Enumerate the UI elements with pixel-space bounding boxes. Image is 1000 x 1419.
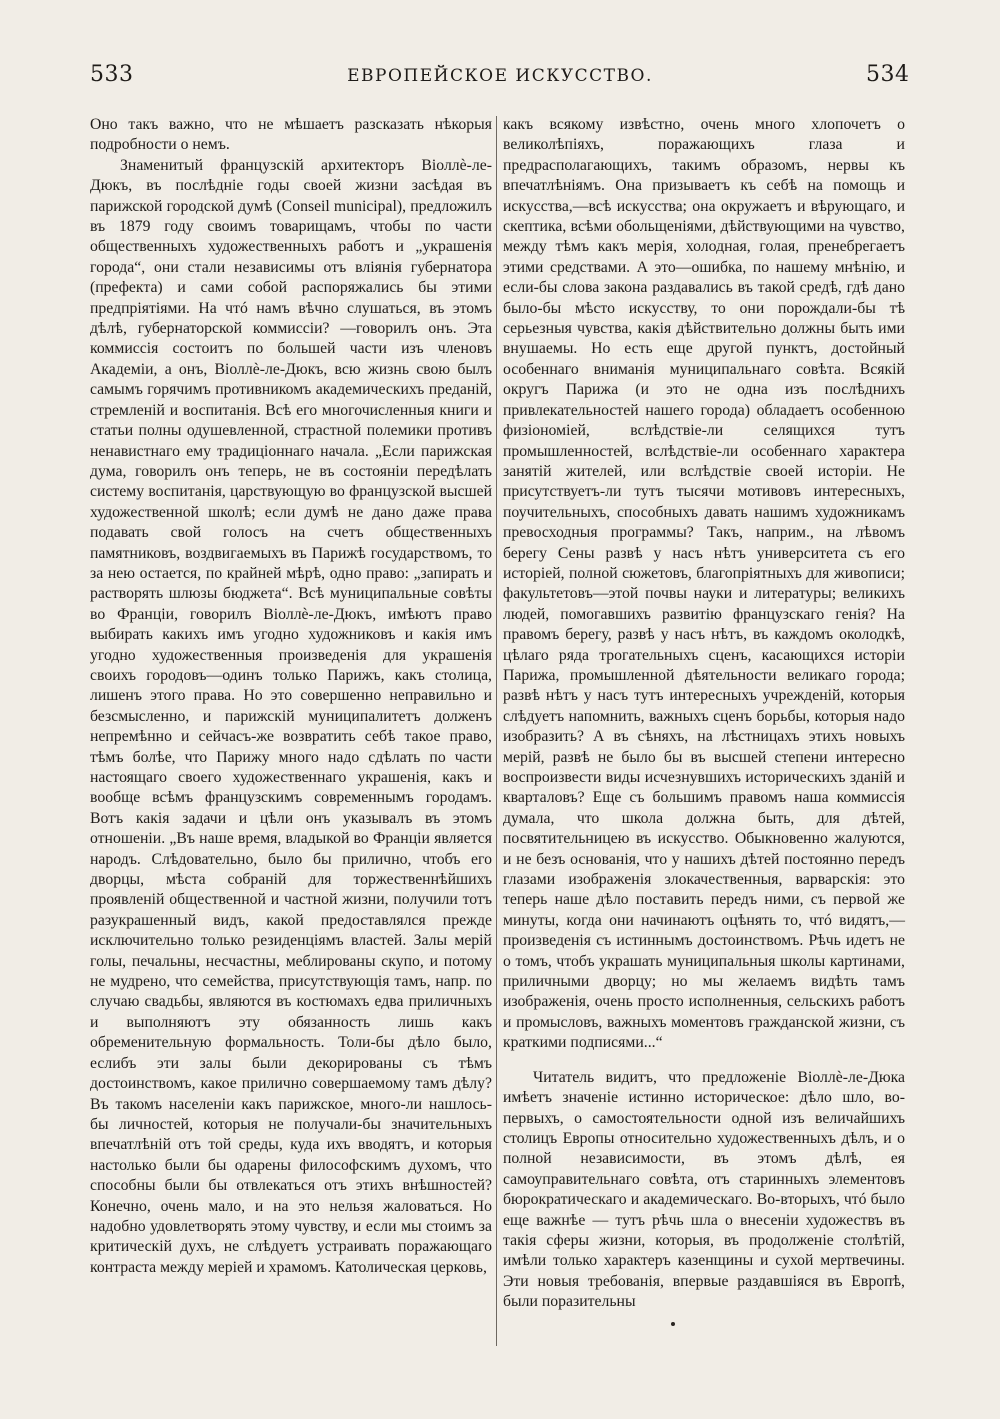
left-page-number: 533 xyxy=(90,62,134,87)
left-text-column xyxy=(90,115,492,1278)
paragraph: Оно такъ важно, что не мѣшаетъ разсказать нѣкорыя подробности о немъ. xyxy=(90,116,492,154)
paragraph: какъ всякому извѣстно, очень много хлопочетъ о великолѣпіяхъ, поражающихъ глаза и предрасполагающихъ, такимъ образомъ, нервы къ впечатлѣніямъ. Она призываетъ къ себѣ на помощь и искусства,—всѣ искусства; она окружаетъ и вѣрующаго, и скептика, всѣми обольщеніями, дѣйствующими на чувство, между тѣмъ какъ мерія, холодная, голая, пренебрегаетъ этими средствами. А это—ошибка, по нашему мнѣнію, и если-бы слова закона раздавались въ такой средѣ, гдѣ дано было-бы мѣсто искусству, то они порождали-бы тѣ серьезныя чувства, какія дѣйствительно должны быть ими внушаемы. Но есть еще другой пунктъ, достойный особеннаго вниманія муниципальнаго совѣта. Всякій округъ Парижа (и это не одна изъ послѣднихъ привлекательностей нашего города) обладаетъ особенною физіономіей, вслѣдствіе-ли селящихся тутъ промышленностей, вслѣдствіе-ли особеннаго характера занятій жителей, или вслѣдствіе своей исторіи. Не присутствуетъ-ли тутъ тысячи мотивовъ интересныхъ, поучительныхъ, способныхъ давать нашимъ художникамъ превосходныя программы? Такъ, наприм., на лѣвомъ берегу Сены развѣ у насъ нѣтъ университета съ его исторіей, полной сюжетовъ, благопріятныхъ для живописи; факультетовъ—этой почвы науки и литературы; великихъ людей, помогавшихъ развитію французскаго генія? На правомъ берегу, развѣ у насъ нѣтъ, въ каждомъ околодкѣ, цѣлаго ряда трогательныхъ сценъ, касающихся исторіи Парижа, промышленной дѣятельности великаго города; развѣ нѣтъ у насъ тутъ интересныхъ учрежденій, которыя слѣдуетъ напомнить, важныхъ сценъ борьбы, которыя надо изобразить? А въ сѣняхъ, на лѣстницахъ этихъ новыхъ мерій, развѣ не было бы въ высшей степени интересно воспроизвести виды исчезнувшихъ историческихъ зданій и кварталовъ? Еще съ большимъ правомъ наша коммиссія думала, что школа должна быть, для дѣтей, посвятительницею въ искусство. Обыкновенно жалуются, и не безъ основанія, что у нашихъ дѣтей постоянно передъ глазами изображенія злокачественныя, варварскія: это теперь наше дѣло поставить передъ ними, съ первой же минуты, когда они начинаютъ оцѣнять то, чтó видятъ,—произведенія съ истиннымъ достоинствомъ. Рѣчь идетъ не о томъ, чтобъ украшать муниципальныя школы картинами, приличными дворцу; но мы желаемъ видѣть тамъ изображенія, очень просто исполненныя, сельскихъ работъ и промысловъ, важныхъ моментовъ гражданской жизни, съ краткими подписями...“ xyxy=(503,116,905,1052)
right-text-column xyxy=(503,115,905,1313)
column-divider xyxy=(496,116,497,1346)
paragraph: Читатель видитъ, что предложеніе Віоллѐ-ле-Дюка имѣетъ значеніе истинно историческое: дѣло шло, во-первыхъ, о самостоятельности одной изъ величайшихъ столицъ Европы относительно художественныхъ дѣлъ, и о полной независимости, въ этомъ дѣлѣ, ея самоуправительнаго совѣта, отъ старинныхъ элементовъ бюрократическаго и академическаго. Во-вторыхъ, чтó было еще важнѣе — тутъ рѣчь шла о внесеніи художествъ въ такія сферы жизни, которыя, въ продолженіе столѣтій, имѣли только характеръ казенщины и сухой мертвечины. Эти новыя требованія, впервые раздавшіяся въ Европѣ, были поразительны xyxy=(503,1068,905,1311)
right-page-number: 534 xyxy=(866,62,910,87)
running-title: ЕВРОПЕЙСКОЕ ИСКУССТВО. xyxy=(347,66,653,86)
ink-dot xyxy=(671,1322,675,1326)
paragraph: Знаменитый французскій архитекторъ Віоллѐ-ле-Дюкъ, въ послѣдніе годы своей жизни засѣдая въ парижской городской думѣ (Conseil municipal), предложилъ въ 1879 году своимъ товарищамъ, чтобы по части общественныхъ художественныхъ работъ и „украшенія города“, они стали независимы отъ вліянія губернатора (префекта) и сами собой распоряжались бы этими предпріятіями. На чтó намъ вѣчно слушаться, въ этомъ дѣлѣ, губернаторской коммиссіи? —говорилъ онъ. Эта коммиссія состоитъ по большей части изъ членовъ Академіи, а онъ, Віоллѐ-ле-Дюкъ, всю жизнь свою былъ самымъ горячимъ противникомъ академическихъ преданій, стремленій и воспитанія. Всѣ его многочисленныя книги и статьи полны одушевленной, страстной полемики противъ ненавистнаго ему традиціоннаго начала. „Если парижская дума, говорилъ онъ теперь, не въ состояніи передѣлать систему воспитанія, царствующую во французской высшей художественной школѣ; если думѣ не дано даже права подавать свой голосъ на счетъ общественныхъ памятниковъ, воздвигаемыхъ въ Парижѣ государствомъ, то за нею остается, по крайней мѣрѣ, одно право: „запирать и растворять шлюзы бюджета“. Всѣ муниципальные совѣты во Франціи, говорилъ Віоллѐ-ле-Дюкъ, имѣютъ право выбирать какихъ имъ угодно художниковъ и какія имъ угодно художественныя произведенія для украшенія своихъ городовъ—одинъ только Парижъ, какъ столица, лишенъ этого права. Но это совершенно неправильно и безсмысленно, и парижскій муниципалитетъ долженъ непремѣнно и сейчасъ-же возвратить себѣ такое право, тѣмъ болѣе, что Парижу много надо сдѣлать по части настоящаго своего художественнаго украшенія, какъ и вообще всѣмъ французскимъ современнымъ городамъ. Вотъ какія задачи и цѣли онъ указывалъ въ этомъ отношеніи. „Въ наше время, владыкой во Франціи является народъ. Слѣдовательно, было бы прилично, чтобъ его дворцы, мѣста собраній для торжественнѣйшихъ проявленій общественной и частной жизни, получили тотъ разукрашенный видъ, какой предоставлялся прежде исключительно только резиденціямъ властей. Залы мерій голы, печальны, несчастны, меблированы скупо, и потому не мудрено, что семейства, присутствующія тамъ, напр. по случаю свадьбы, являются въ костюмахъ едва приличныхъ и выполняютъ эту обязанность лишь какъ обременительную формальность. Толи-бы дѣло было, еслибъ эти залы были декорированы съ тѣмъ достоинствомъ, какое прилично совершаемому тамъ дѣлу? Въ такомъ населеніи какъ парижское, много-ли нашлось-бы личностей, которыя не получали-бы значительныхъ впечатлѣній отъ той среды, куда ихъ вводятъ, и которыя настолько были бы одарены философскимъ духомъ, что способны были бы отвлекаться отъ этихъ внѣшностей? Конечно, очень мало, и на это нельзя жаловаться. Но надобно удовлетворять этому чувству, и если мы стоимъ за критическій духъ, не слѣдуетъ устраивать поражающаго контраста между меріей и храмомъ. Католическая церковь, xyxy=(90,156,492,1276)
